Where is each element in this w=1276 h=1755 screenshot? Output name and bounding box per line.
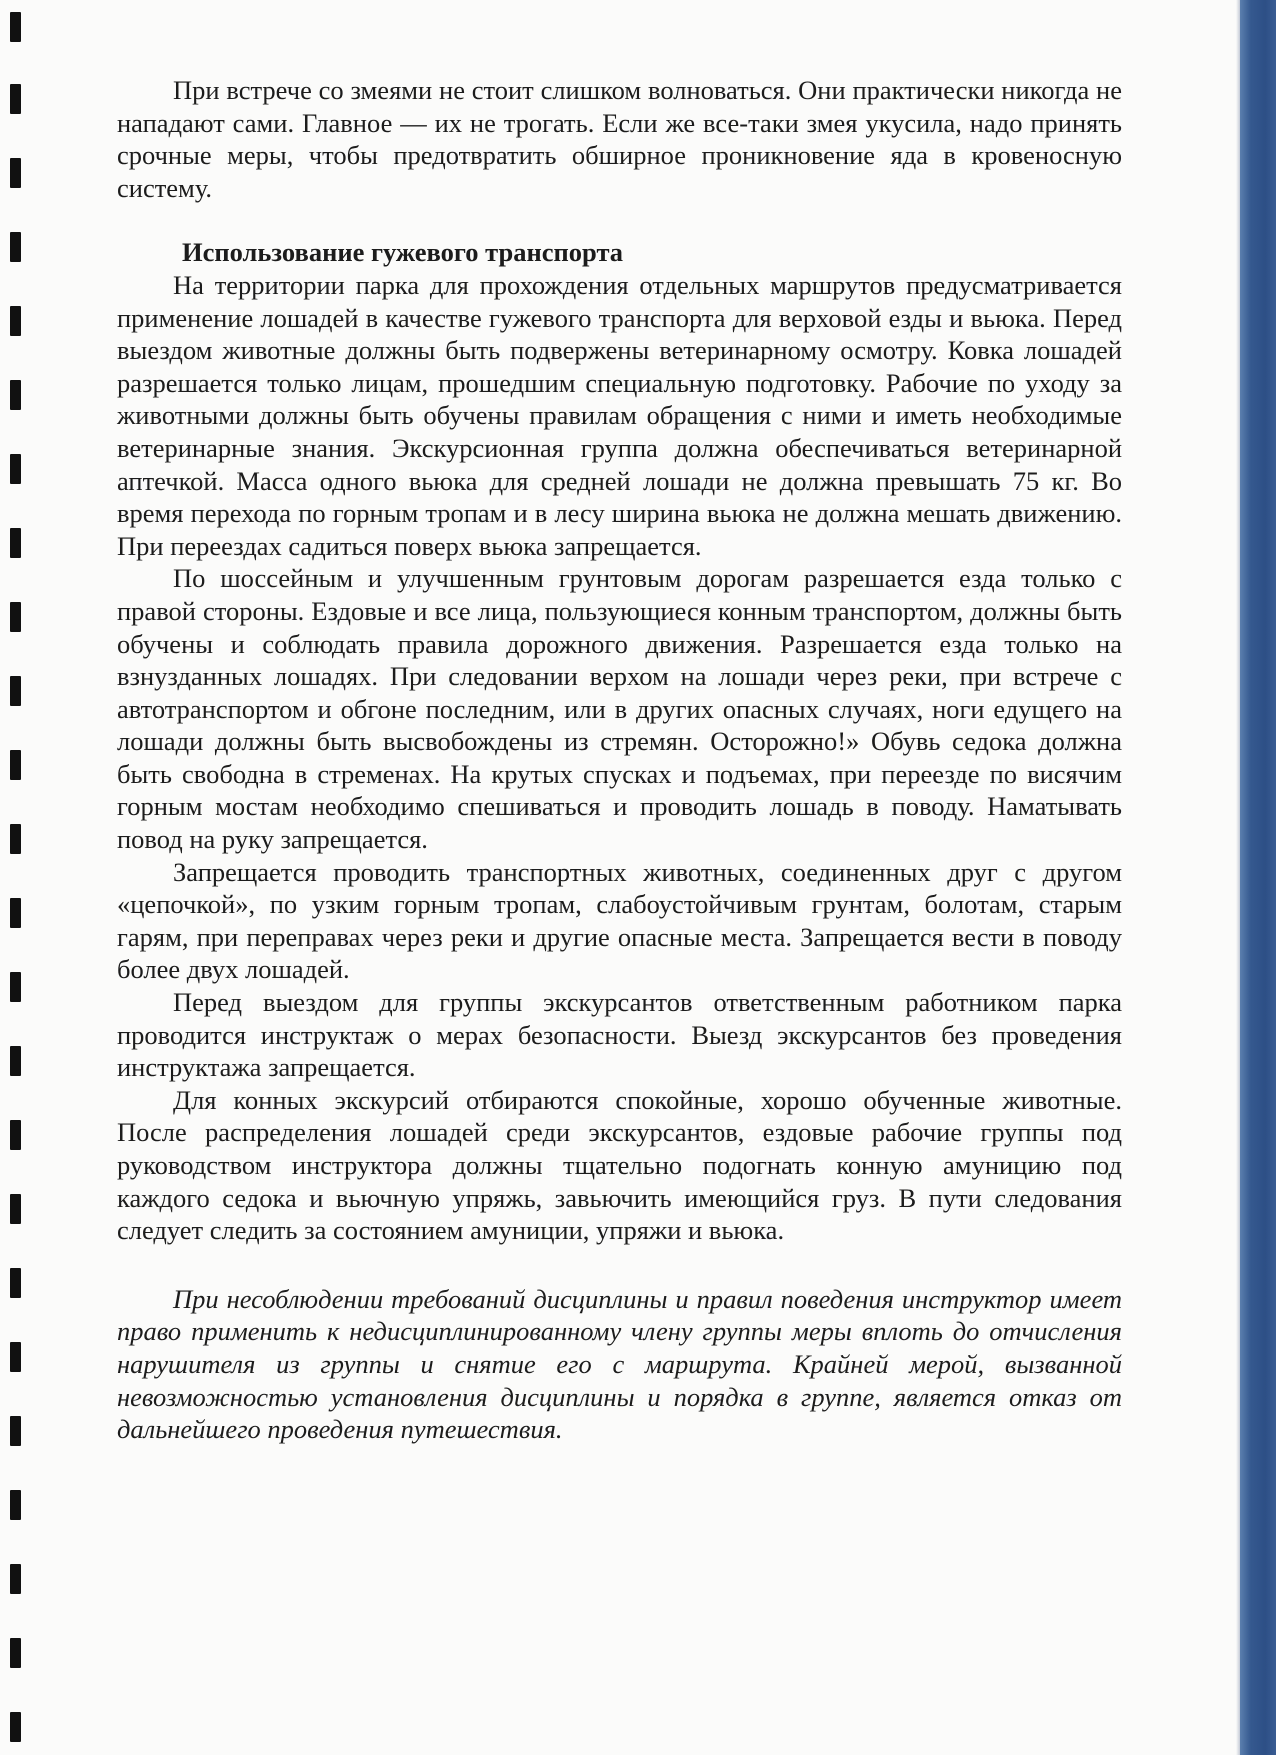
binding-hole	[10, 1490, 21, 1520]
binding-hole	[10, 306, 21, 336]
binding-hole	[10, 750, 21, 780]
binding-hole	[10, 1120, 21, 1150]
binding-hole	[10, 12, 21, 42]
binding-hole	[10, 1194, 21, 1224]
binding-hole	[10, 528, 21, 558]
binding-hole	[10, 1342, 21, 1372]
section-heading: Использование гужевого транспорта	[182, 237, 624, 268]
binding-hole	[10, 824, 21, 854]
paragraph-chain: Запрещается проводить транспортных животных, соединенных друг с другом «цепочкой», по узким горным тропам, слабоустойчивым грунтам, болотам, старым гарям, при переправах через реки и другие опасные места. Запрещается вести в поводу более двух лошадей.	[117, 856, 1122, 985]
binding-hole	[10, 1268, 21, 1298]
binding-hole	[10, 1564, 21, 1594]
paragraph-briefing: Перед выездом для группы экскурсантов ответственным работником парка проводится инструктаж о мерах безопасности. Выезд экскурсантов без проведения инструктажа запрещается.	[117, 987, 1122, 1083]
binding-hole	[10, 1416, 21, 1446]
binding-hole	[10, 1712, 21, 1742]
blue-cover-edge	[1240, 0, 1276, 1755]
binding-holes	[10, 0, 26, 1755]
binding-hole	[10, 158, 21, 188]
binding-hole	[10, 1638, 21, 1668]
paragraph-roads: По шоссейным и улучшенным грунтовым дорогам разрешается езда только с правой стороны. Ездовые и все лица, пользующиеся конным транспортом, должны быть обучены и соблюдать правила дорожного движения. Разрешается езда только на взнузданных лошадях. При следовании верхом на лошади через реки, при встрече с автотранспортом и обгоне последним, или в других опасных случаях, ноги едущего на лошади должны быть высвобождены из стремян. Осторожно!» Обувь седока должна быть свободна в стременах. На крутых спусках и подъемах, при переезде по висячим горным мостам необходимо спешиваться и проводить лошадь в поводу. Наматывать повод на руку запрещается.	[117, 563, 1122, 855]
binding-hole	[10, 972, 21, 1002]
paragraph-discipline: При несоблюдении требований дисциплины и правил поведения инструктор имеет право применить к недисциплинированному члену группы меры вплоть до отчисления нарушителя из группы и снятие его с маршрута. Крайней мерой, вызванной невозможностью установления дисциплины и порядка в группе, является отказ от дальнейшего проведения путешествия.	[117, 1283, 1122, 1445]
paragraph-horses: На территории парка для прохождения отдельных маршрутов предусматривается применение лошадей в качестве гужевого транспорта для верховой езды и вьюка. Перед выездом животные должны быть подвержены ветеринарному осмотру. Ковка лошадей разрешается только лицам, прошедшим специальную подготовку. Рабочие по уходу за животными должны быть обучены правилам обращения с ними и иметь необходимые ветеринарные знания. Экскурсионная группа должна обеспечиваться ветеринарной аптечкой. Масса одного вьюка для средней лошади не должна превышать 75 кг. Во время перехода по горным тропам и в лесу ширина вьюка не должна мешать движению. При переездах садиться поверх вьюка запрещается.	[117, 269, 1122, 561]
paragraph-selection: Для конных экскурсий отбираются спокойные, хорошо обученные животные. После распределения лошадей среди экскурсантов, ездовые рабочие группы под руководством инструктора должны тщательно подогнать конную амуницию под каждого седока и вьючную упряжь, завьючить имеющийся груз. В пути следования следует следить за состоянием амуниции, упряжи и вьюка.	[117, 1084, 1122, 1246]
binding-hole	[10, 1046, 21, 1076]
binding-hole	[10, 232, 21, 262]
binding-hole	[10, 454, 21, 484]
binding-hole	[10, 84, 21, 114]
document-body	[117, 74, 1122, 1446]
paragraph-snakes: При встрече со змеями не стоит слишком волноваться. Они практически никогда не нападают сами. Главное — их не трогать. Если же все-таки змея укусила, надо принять срочные меры, чтобы предотвратить обширное проникновение яда в кровеносную систему.	[117, 75, 1122, 203]
binding-hole	[10, 380, 21, 410]
binding-hole	[10, 676, 21, 706]
binding-hole	[10, 602, 21, 632]
binding-hole	[10, 898, 21, 928]
